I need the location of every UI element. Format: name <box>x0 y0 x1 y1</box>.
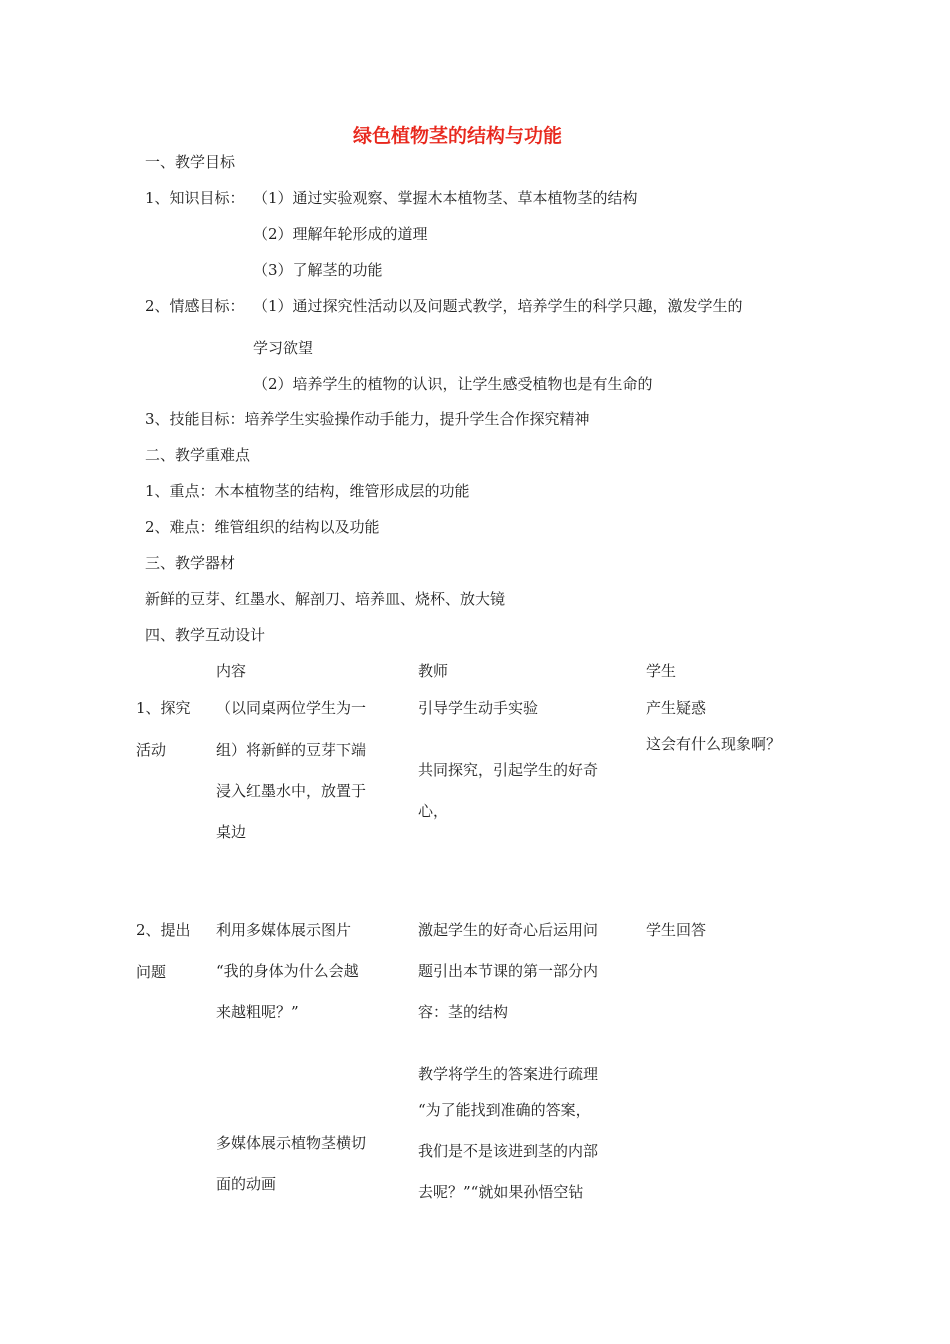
section-heading-keypoints: 二、教学重难点 <box>145 446 251 464</box>
section-heading-objectives: 一、教学目标 <box>145 153 236 171</box>
emotion-goal-1b: 学习欲望 <box>253 339 314 357</box>
knowledge-goal-1: （1）通过实验观察、掌握木本植物茎、草本植物茎的结构 <box>253 189 638 207</box>
student-text: 学生回答 <box>646 921 707 939</box>
step-label: 问题 <box>136 963 167 981</box>
emotion-label: 2、情感目标： <box>145 297 245 315</box>
col-header-teacher: 教师 <box>418 662 449 680</box>
teacher-text: 教学将学生的答案进行疏理 <box>418 1065 599 1083</box>
student-text: 产生疑惑 <box>646 699 707 717</box>
content-text: 面的动画 <box>216 1175 277 1193</box>
teacher-text: 去呢？”“就如果孙悟空钻 <box>418 1183 584 1201</box>
content-text: 利用多媒体展示图片 <box>216 921 352 939</box>
content-text: 来越粗呢？” <box>216 1003 299 1021</box>
step-label: 活动 <box>136 741 167 759</box>
knowledge-goal-2: （2）理解年轮形成的道理 <box>253 225 428 243</box>
knowledge-label: 1、知识目标： <box>145 189 245 207</box>
student-text: 这会有什么现象啊？ <box>646 735 782 753</box>
teacher-text: 引导学生动手实验 <box>418 699 539 717</box>
teacher-text: 心， <box>418 802 449 820</box>
step-label: 1、探究 <box>136 699 191 717</box>
content-text: “我的身体为什么会越 <box>216 962 359 980</box>
section-heading-interaction: 四、教学互动设计 <box>145 626 266 644</box>
emotion-goal-1a: （1）通过探究性活动以及问题式教学，培养学生的科学只趣，激发学生的 <box>253 297 743 315</box>
content-text: （以同桌两位学生为一 <box>216 699 367 717</box>
skill-goal: 3、技能目标：培养学生实验操作动手能力，提升学生合作探究精神 <box>145 410 590 428</box>
content-text: 浸入红墨水中，放置于 <box>216 782 367 800</box>
content-text: 多媒体展示植物茎横切 <box>216 1134 367 1152</box>
knowledge-goal-3: （3）了解茎的功能 <box>253 261 383 279</box>
emotion-goal-2: （2）培养学生的植物的认识，让学生感受植物也是有生命的 <box>253 375 653 393</box>
materials-list: 新鲜的豆芽、红墨水、解剖刀、培养皿、烧杯、放大镜 <box>145 590 506 608</box>
content-text: 桌边 <box>216 823 247 841</box>
key-point: 1、重点：木本植物茎的结构，维管形成层的功能 <box>145 482 470 500</box>
content-text: 组）将新鲜的豆芽下端 <box>216 741 367 759</box>
teacher-text: “为了能找到准确的答案， <box>418 1101 591 1119</box>
page-title: 绿色植物茎的结构与功能 <box>353 125 563 147</box>
teacher-text: 题引出本节课的第一部分内 <box>418 962 599 980</box>
teacher-text: 我们是不是该进到茎的内部 <box>418 1142 599 1160</box>
col-header-content: 内容 <box>216 662 247 680</box>
teacher-text: 共同探究，引起学生的好奇 <box>418 761 599 779</box>
difficult-point: 2、难点：维管组织的结构以及功能 <box>145 518 380 536</box>
teacher-text: 容：茎的结构 <box>418 1003 509 1021</box>
teacher-text: 激起学生的好奇心后运用问 <box>418 921 599 939</box>
step-label: 2、提出 <box>136 921 191 939</box>
col-header-student: 学生 <box>646 662 677 680</box>
section-heading-materials: 三、教学器材 <box>145 554 236 572</box>
